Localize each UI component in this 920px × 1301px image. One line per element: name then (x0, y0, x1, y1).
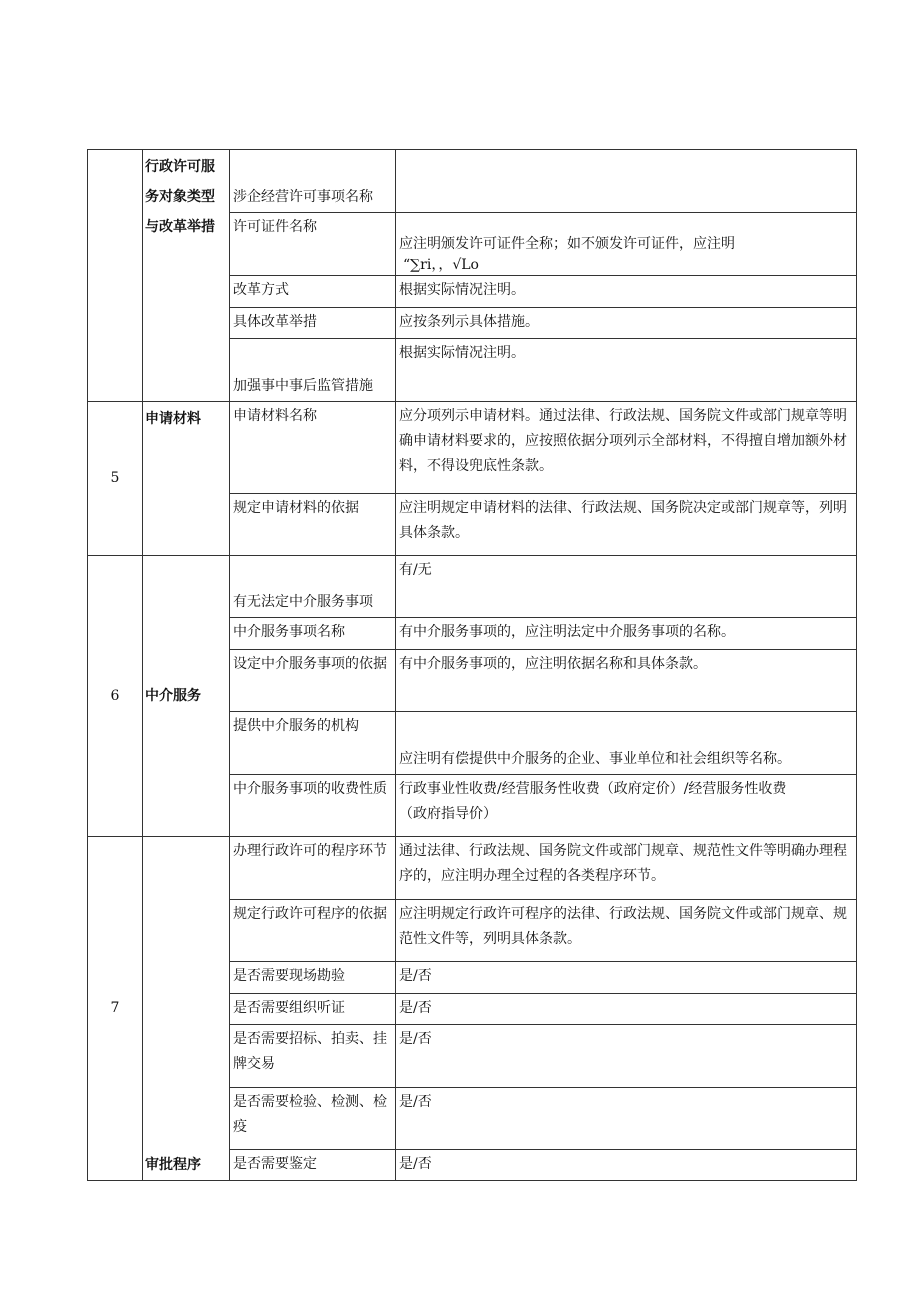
item-name: 是否需要鉴定 (230, 1150, 396, 1181)
item-name: 加强事中事后监管措施 (230, 339, 396, 402)
item-description: 是/否 (396, 994, 857, 1025)
item-description: 是/否 (396, 1150, 857, 1181)
item-name: 涉企经营许可事项名称 (230, 150, 396, 213)
item-description: 有中介服务事项的，应注明依据名称和具体条款。 (396, 650, 857, 712)
item-name: 规定申请材料的依据 (230, 494, 396, 556)
item-name: 申请材料名称 (230, 402, 396, 494)
item-name: 是否需要组织听证 (230, 994, 396, 1025)
item-description: 根据实际情况注明。 (396, 276, 857, 308)
item-description: 应按条列示具体措施。 (396, 308, 857, 339)
group-number: 5 (88, 402, 143, 556)
item-description: 应注明规定申请材料的法律、行政法规、国务院决定或部门规章等，列明具体条款。 (396, 494, 857, 556)
item-name: 改革方式 (230, 276, 396, 308)
item-description: 是/否 (396, 962, 857, 994)
group-category: 行政许可服务对象类型与改革举措 (143, 150, 230, 402)
item-name: 中介服务事项的收费性质 (230, 775, 396, 837)
item-description-line: “∑ri，，√Lo (403, 257, 479, 273)
table-row (88, 556, 857, 618)
item-description: 应分项列示申请材料。通过法律、行政法规、国务院文件或部门规章等明确申请材料要求的，应按照依据分项列示全部材料，不得擅自增加额外材料，不得设兜底性条款。 (396, 402, 857, 494)
item-name: 设定中介服务事项的依据 (230, 650, 396, 712)
item-description (396, 150, 857, 213)
group-number: 6 (88, 556, 143, 837)
item-description: 有中介服务事项的，应注明法定中介服务事项的名称。 (396, 618, 857, 650)
item-name: 具体改革举措 (230, 308, 396, 339)
table-row (88, 150, 857, 213)
item-name: 是否需要检验、检测、检疫 (230, 1088, 396, 1150)
group-category: 审批程序 (143, 837, 230, 1181)
item-description (396, 775, 857, 837)
form-table (87, 149, 857, 1181)
table-row (88, 837, 857, 900)
item-description: 应注明有偿提供中介服务的企业、事业单位和社会组织等名称。 (396, 712, 857, 775)
item-description: 是/否 (396, 1025, 857, 1088)
group-number (88, 150, 143, 402)
item-name: 规定行政许可程序的依据 (230, 900, 396, 962)
item-description-line: 行政事业性收费/经营服务性收费（政府定价）/经营服务性收费 (399, 781, 787, 797)
item-description: 有/无 (396, 556, 857, 618)
item-description: 是/否 (396, 1088, 857, 1150)
item-name: 办理行政许可的程序环节 (230, 837, 396, 900)
item-description: 应注明规定行政许可程序的法律、行政法规、国务院文件或部门规章、规范性文件等，列明具体条款。 (396, 900, 857, 962)
item-description: 通过法律、行政法规、国务院文件或部门规章、规范性文件等明确办理程序的，应注明办理全过程的各类程序环节。 (396, 837, 857, 900)
item-name: 有无法定中介服务事项 (230, 556, 396, 618)
item-name: 许可证件名称 (230, 213, 396, 276)
item-name: 是否需要招标、拍卖、挂牌交易 (230, 1025, 396, 1088)
group-category: 申请材料 (143, 402, 230, 556)
table-row (88, 402, 857, 494)
item-description-line: （政府指导价） (399, 806, 497, 822)
group-category: 中介服务 (143, 556, 230, 837)
item-name: 提供中介服务的机构 (230, 712, 396, 775)
item-description-line: 应注明颁发许可证件全称；如不颁发许可证件，应注明 (399, 236, 735, 252)
item-name: 是否需要现场勘验 (230, 962, 396, 994)
group-number: 7 (88, 837, 143, 1181)
item-description (396, 213, 857, 276)
item-description: 根据实际情况注明。 (396, 339, 857, 402)
item-name: 中介服务事项名称 (230, 618, 396, 650)
